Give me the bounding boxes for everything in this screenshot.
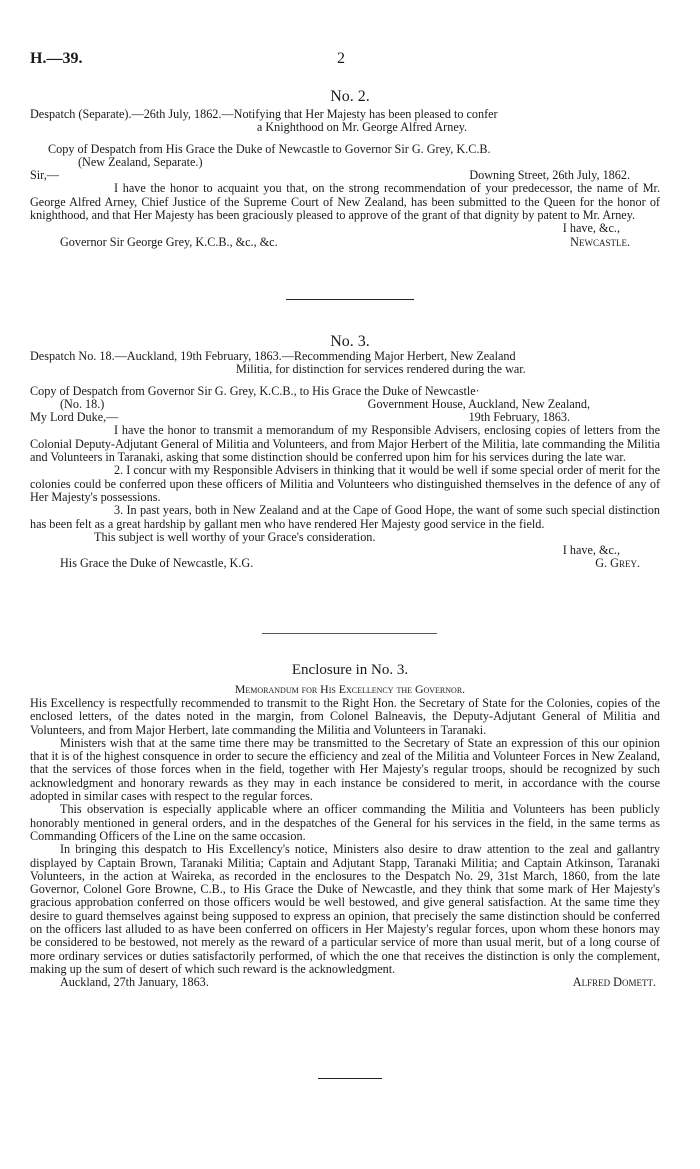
despatch-no2 [30,107,660,249]
paragraph-3: 3. In past years, both in New Zealand and at the Cape of Good Hope, the want of some such special distinction has been felt as a great hardship by gallant men who have rendered Her Majesty good service in the field. [30,503,660,531]
despatch-no3 [30,349,660,571]
summary-line-1: Despatch (Separate).—26th July, 1862.—Notifying that Her Majesty has been pleased to confer [30,107,498,121]
paragraph-3: This observation is especially applicable where an officer commanding the Militia and Volunteers has been publicly honorably mentioned in general orders, and in the despatches of the General for his services in the field, in the same terms as Commanding Officers of the Line on the same occasion. [30,802,660,843]
closing: I have, &c., [562,543,620,558]
signature-row [30,976,660,989]
salutation: Sir,— [30,168,59,183]
signature-row [60,234,660,249]
sub-line: (New Zealand, Separate.) [78,154,203,169]
paragraph-1: His Excellency is respectfully recommended to transmit to the Right Hon. the Secretary of State for the Colonies, copies of the enclosed letters, of the dates noted in the margin, from Colonel Balneavis, the Deputy-Adjutant General of Militia and Volunteers, and from Major Herbert, late commanding the Militia and Volunteers in Taranaki. [30,696,660,737]
paragraph-4: In bringing this despatch to His Excellency's notice, Ministers also desire to draw attention to the zeal and gallantry displayed by Captain Brown, Taranaki Militia; Captain and Adjutant Stapp, Taranaki Militia; and Captain Atkinson, Taranaki Volunteers, in the action at Waireka, as recorded in the enclosures to the Despatch No. 29, 31st March, 1860, from the late Governor, Colonel Gore Browne, C.B., to His Grace the Duke of Newcastle, and they think that some mark of Her Majesty's gracious approbation conferred on those officers would be well bestowed, and give general satisfaction. At the same time they desire to guard themselves against being supposed to express an opinion, that precisely the same distinction should be conferred on the officers last alluded to as have been conferred on officers in Her Majesty's regular forces, upon whom these honors may be considered to be bestowed, not merely as the reward of a particular service of more than usual merit, but of a long course of more ordinary services or duties satisfactorily performed, of which the one that receives the distinction is only the complement, making up the sum of desert of which such reward is the acknowledgment. [30,842,660,976]
signature: Alfred Domett. [572,975,656,990]
ref-row [30,398,590,411]
section-title-no3: No. 3. [330,333,370,350]
parliamentary-paper-ref: H.—39. [30,50,83,67]
summary-line-1: Despatch No. 18.—Auckland, 19th February, 1863.—Recommending Major Herbert, New Zealand [30,349,516,363]
addressee: His Grace the Duke of Newcastle, K.G. [60,556,254,571]
salutation-row [30,169,660,182]
paragraph-2: 2. I concur with my Responsible Advisers in thinking that it would be well if some special order of merit for the colonies could be conferred upon these officers of Militia and Volunteers who distinguished themselves in the defence of any of Her Majesty's possessions. [30,463,660,504]
memorandum [30,697,660,990]
paragraph-2: Ministers wish that at the same time there may be transmitted to the Secretary of State an expression of this our opinion that it is of the highest consquence in order to secure the efficiency and zeal of the Militia and Volunteer Forces in New Zealand, that the services of those forces when in the field, together with Her Majesty's regular troops, should be recognized by such acknowledgment and honorary rewards as they may in each instance be considered to merit, in accordance with the course adopted in similar cases with respect to the regular forces. [30,735,660,804]
summary-line-2: Militia, for distinction for services rendered during the war. [236,362,526,377]
letter-body: I have the honor to acquaint you that, on the strong recommendation of your predecessor, the name of Mr. George Alfred Arney, Chief Justice of the Supreme Court of New Zealand, has been submitted to the Queen for the honor of knighthood, and that Her Majesty has been graciously pleased to approve of the grant of that dignity by patent to Mr. Arney. [30,181,660,223]
salutation: My Lord Duke,— [30,410,119,425]
place: Government House, Auckland, New Zealand, [367,396,590,411]
copy-line: Copy of Despatch from His Grace the Duke of Newcastle to Governor Sir G. Grey, K.C.B. [48,141,491,156]
addressee: Governor Sir George Grey, K.C.B., &c., &c. [60,234,278,249]
section-divider [262,633,437,634]
signature-row [60,556,660,571]
signature: G. Grey. [595,556,640,571]
summary-line-2: a Knighthood on Mr. George Alfred Arney. [256,120,468,135]
salutation-row [30,411,570,424]
signature: Newcastle. [570,234,630,249]
section-title-no2: No. 2. [330,88,370,105]
paragraph-1: I have the honor to transmit a memorandum of my Responsible Advisers, enclosing copies of letters from the Colonial Deputy-Adjutant General of Militia and Volunteers, and from Major Herbert of the Militia, late commanding the Militia and Volunteers in Taranaki, asking that some distinction should be conferred upon him for his services during the late war. [30,423,660,465]
date: 19th February, 1863. [468,410,570,425]
ref-no: (No. 18.) [60,396,105,411]
memorandum-title: Memorandum for His Excellency the Governor. [234,682,466,696]
place-date: Downing Street, 26th July, 1862. [469,168,630,183]
end-divider [318,1078,382,1079]
section-divider [286,299,414,300]
copy-line: Copy of Despatch from Governor Sir G. Grey, K.C.B., to His Grace the Duke of Newcastle· [30,383,480,398]
page-number: 2 [337,50,345,67]
place-date: Auckland, 27th January, 1863. [60,975,209,990]
paragraph-4: This subject is well worthy of your Grace's consideration. [94,529,376,544]
closing: I have, &c., [562,221,620,236]
enclosure-title: Enclosure in No. 3. [291,662,409,678]
